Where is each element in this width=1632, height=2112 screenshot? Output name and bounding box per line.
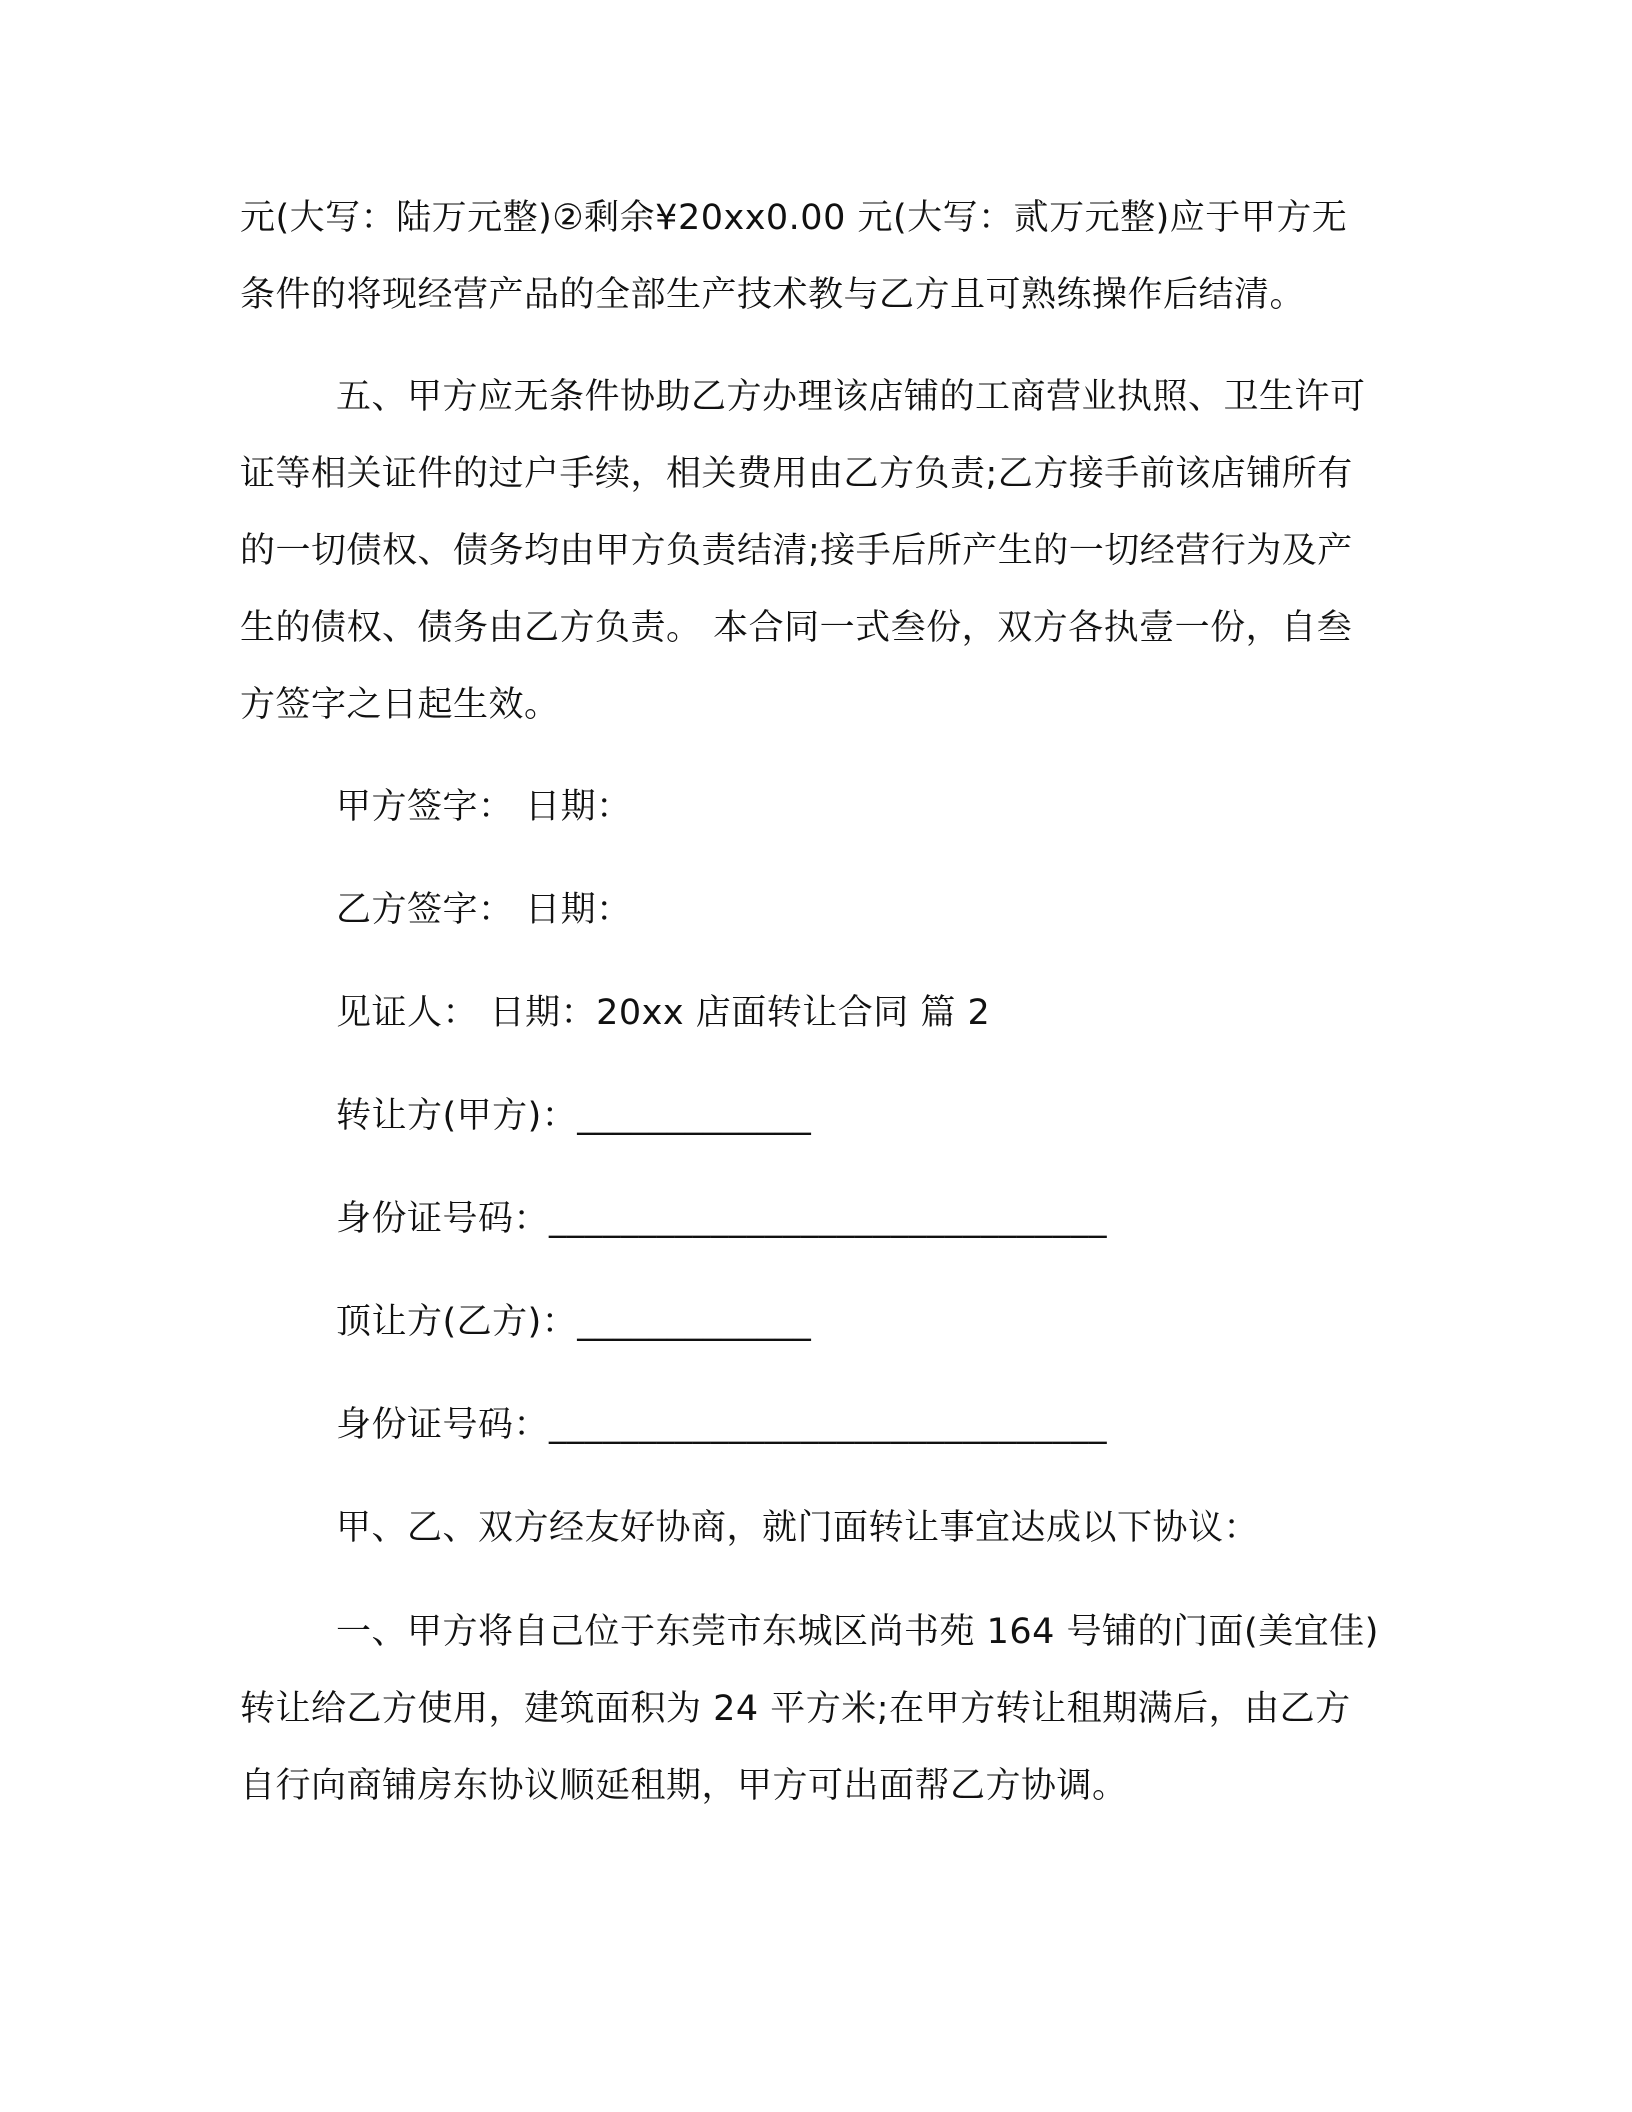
transferor-line: 转让方(甲方)：_____________ bbox=[336, 1096, 812, 1136]
transferee-id-line: 身份证号码：_______________________________ bbox=[336, 1405, 1108, 1445]
witness-date-line: 见证人： 日期：20xx 店面转让合同 篇 2 bbox=[336, 993, 991, 1033]
transferor-id-line: 身份证号码：_______________________________ bbox=[336, 1199, 1108, 1239]
paragraph-payment-terms: 元(大写：陆万元整)②剩余¥20xx0.00 元(大写：贰万元整)应于甲方无条件的将现经营产品的全部生产技术教与乙方且可熟练操作后结清。 bbox=[240, 198, 1348, 315]
agreement-intro-line: 甲、乙、双方经友好协商，就门面转让事宜达成以下协议： bbox=[336, 1508, 1260, 1548]
party-b-signature-line: 乙方签字： 日期： bbox=[336, 890, 632, 930]
transferee-line: 顶让方(乙方)：_____________ bbox=[336, 1302, 812, 1342]
paragraph-clause-five: 五、甲方应无条件协助乙方办理该店铺的工商营业执照、卫生许可证等相关证件的过户手续，相关费用由乙方负责;乙方接手前该店铺所有的一切债权、债务均由甲方负责结清;接手后所产生的一切经营行为及产生的债权、债务由乙方负责。 本合同一式叁份，双方各执壹一份，自叁方签字之日起生效。 bbox=[240, 377, 1366, 725]
party-a-signature-line: 甲方签字： 日期： bbox=[336, 787, 632, 827]
paragraph-clause-one: 一、甲方将自己位于东莞市东城区尚书苑 164 号铺的门面(美宜佳)转让给乙方使用，建筑面积为 24 平方米;在甲方转让租期满后，由乙方自行向商铺房东协议顺延租期，甲方可出面帮乙方协调。 bbox=[240, 1612, 1379, 1806]
